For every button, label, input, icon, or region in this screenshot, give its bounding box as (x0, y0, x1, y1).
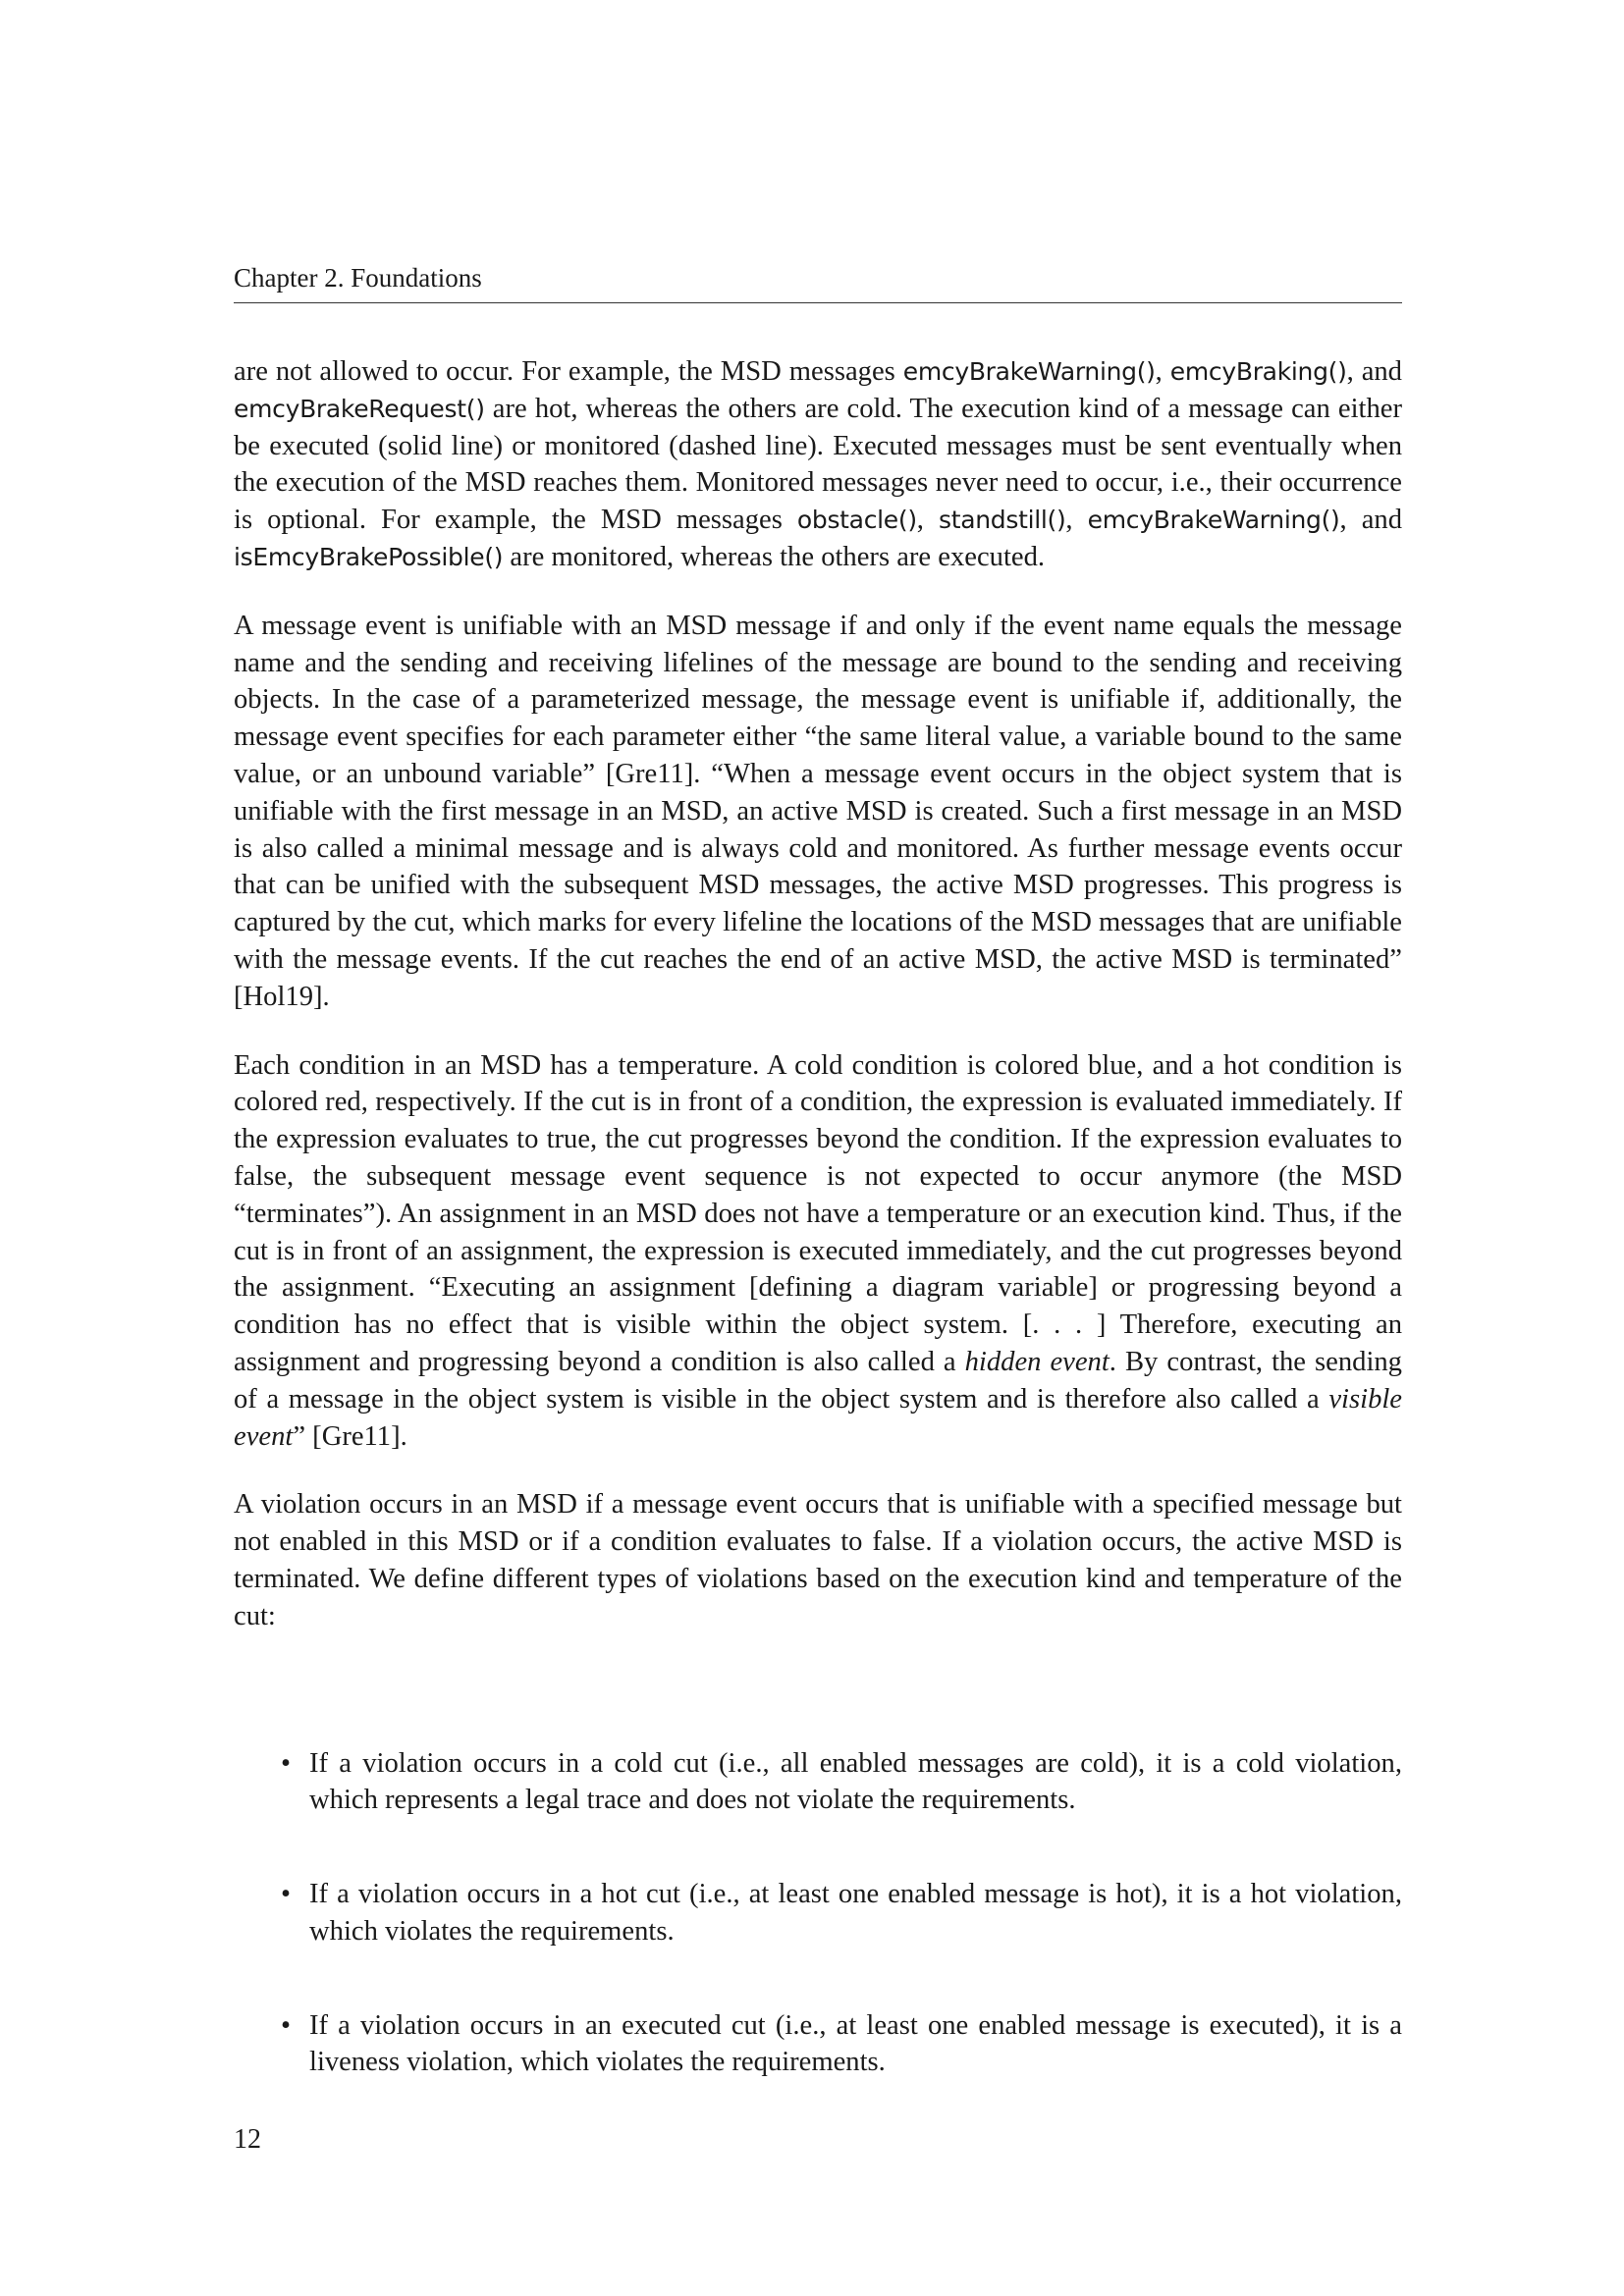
running-head: Chapter 2. Foundations (234, 261, 1402, 303)
bullet-marker: • (281, 1879, 292, 1910)
text-run: are not allowed to occur. For example, the MSD messages (234, 356, 903, 387)
paragraph-4: A violation occurs in an MSD if a message event occurs that is unifiable with a specified message but not enabled in this MSD or if a condition evaluates to false. If a violation occurs, the active MSD is terminated. We define different types of violations based on the execution kind and temperature of the cut: (234, 1489, 1402, 1631)
list-item-text: If a violation occurs in a hot cut (i.e., at least one enabled message is hot), it is a hot violation, which violates the requirements. (309, 1879, 1402, 1947)
code-is-emcy-brake-possible: isEmcyBrakePossible() (234, 542, 504, 571)
list-item (234, 2007, 1402, 2082)
text-run: , (1155, 356, 1170, 387)
text-run: , and (1339, 505, 1402, 536)
page-number: 12 (234, 2124, 261, 2155)
code-obstacle: obstacle() (796, 506, 917, 535)
emphasis-hidden-event: hidden event (964, 1346, 1110, 1377)
code-standstill: standstill() (938, 506, 1066, 535)
bullet-marker: • (281, 1747, 292, 1779)
paragraph-1 (234, 353, 1402, 576)
page-body (234, 353, 1402, 2138)
list-item (234, 1745, 1402, 1820)
list-item-text: If a violation occurs in an executed cut (i.e., at least one enabled message is executed), it is a liveness violation, which violates the requirements. (309, 2009, 1402, 2078)
paragraph-3 (234, 1047, 1402, 1456)
text-run: Each condition in an MSD has a temperature. A cold condition is colored blue, and a hot condition is colored red, respectively. If the cut is in front of a condition, the expression is evaluated immediately. If the expression evaluates to true, the cut progresses beyond the condition. If the expression evaluates to false, the subsequent message event sequence is not expected to occur anymore (the MSD “terminates”). An assignment in an MSD does not have a temperature or an execution kind. Thus, if the cut is in front of an assignment, the expression is executed immediately, and the cut progresses beyond the assignment. “Executing an assignment [defining a diagram variable] or progressing beyond a condition has no effect that is visible within the object system. [. . . ] Therefore, executing an assignment and progressing beyond a condition is also called a (234, 1049, 1402, 1377)
text-run: , (1065, 505, 1088, 536)
text-run: . By contrast, the sending of a message in the object system is visible in the object system and is therefore also called a (234, 1346, 1402, 1415)
text-run: are monitored, whereas the others are executed. (503, 541, 1046, 572)
bullet-marker: • (281, 2009, 292, 2041)
text-run: are hot, whereas the others are cold. The execution kind of a message can either be executed (solid line) or monitored (dashed line). Executed messages must be sent eventually when the execution of the MSD reaches them. Monitored messages never need to occur, i.e., their occurrence is optional. For example, the MSD messages (234, 393, 1402, 536)
list-item-text: If a violation occurs in a cold cut (i.e., all enabled messages are cold), it is a cold violation, which represents a legal trace and does not violate the requirements. (309, 1747, 1402, 1816)
paragraph-2: A message event is unifiable with an MSD message if and only if the event name equals the message name and the sending and receiving lifelines of the message are bound to the sending and receiving objects. In the case of a parameterized message, the message event is unifiable if, additionally, the message event specifies for each parameter either “the same literal value, a variable bound to the same value, or an unbound variable” [Gre11]. “When a message event occurs in the object system that is unifiable with the first message in an MSD, an active MSD is created. Such a first message in an MSD is also called a minimal message and is always cold and monitored. As further message events occur that can be unified with the subsequent MSD messages, the active MSD progresses. This progress is captured by the cut, which marks for every lifeline the locations of the MSD messages that are unifiable with the message events. If the cut reaches the end of an active MSD, the active MSD is terminated” [Hol19]. (234, 610, 1402, 1012)
text-run: , (916, 505, 939, 536)
code-emcy-brake-warning-2: emcyBrakeWarning() (1087, 506, 1340, 535)
text-run: ” [Gre11]. (293, 1420, 407, 1452)
code-emcy-brake-request: emcyBrakeRequest() (234, 394, 485, 423)
violation-list (234, 1745, 1402, 2082)
text-run: , and (1346, 356, 1402, 387)
code-emcy-brake-warning: emcyBrakeWarning() (902, 357, 1156, 386)
emphasis-visible-event: visible event (234, 1383, 1402, 1452)
list-item (234, 1876, 1402, 1950)
code-emcy-braking: emcyBraking() (1169, 357, 1347, 386)
